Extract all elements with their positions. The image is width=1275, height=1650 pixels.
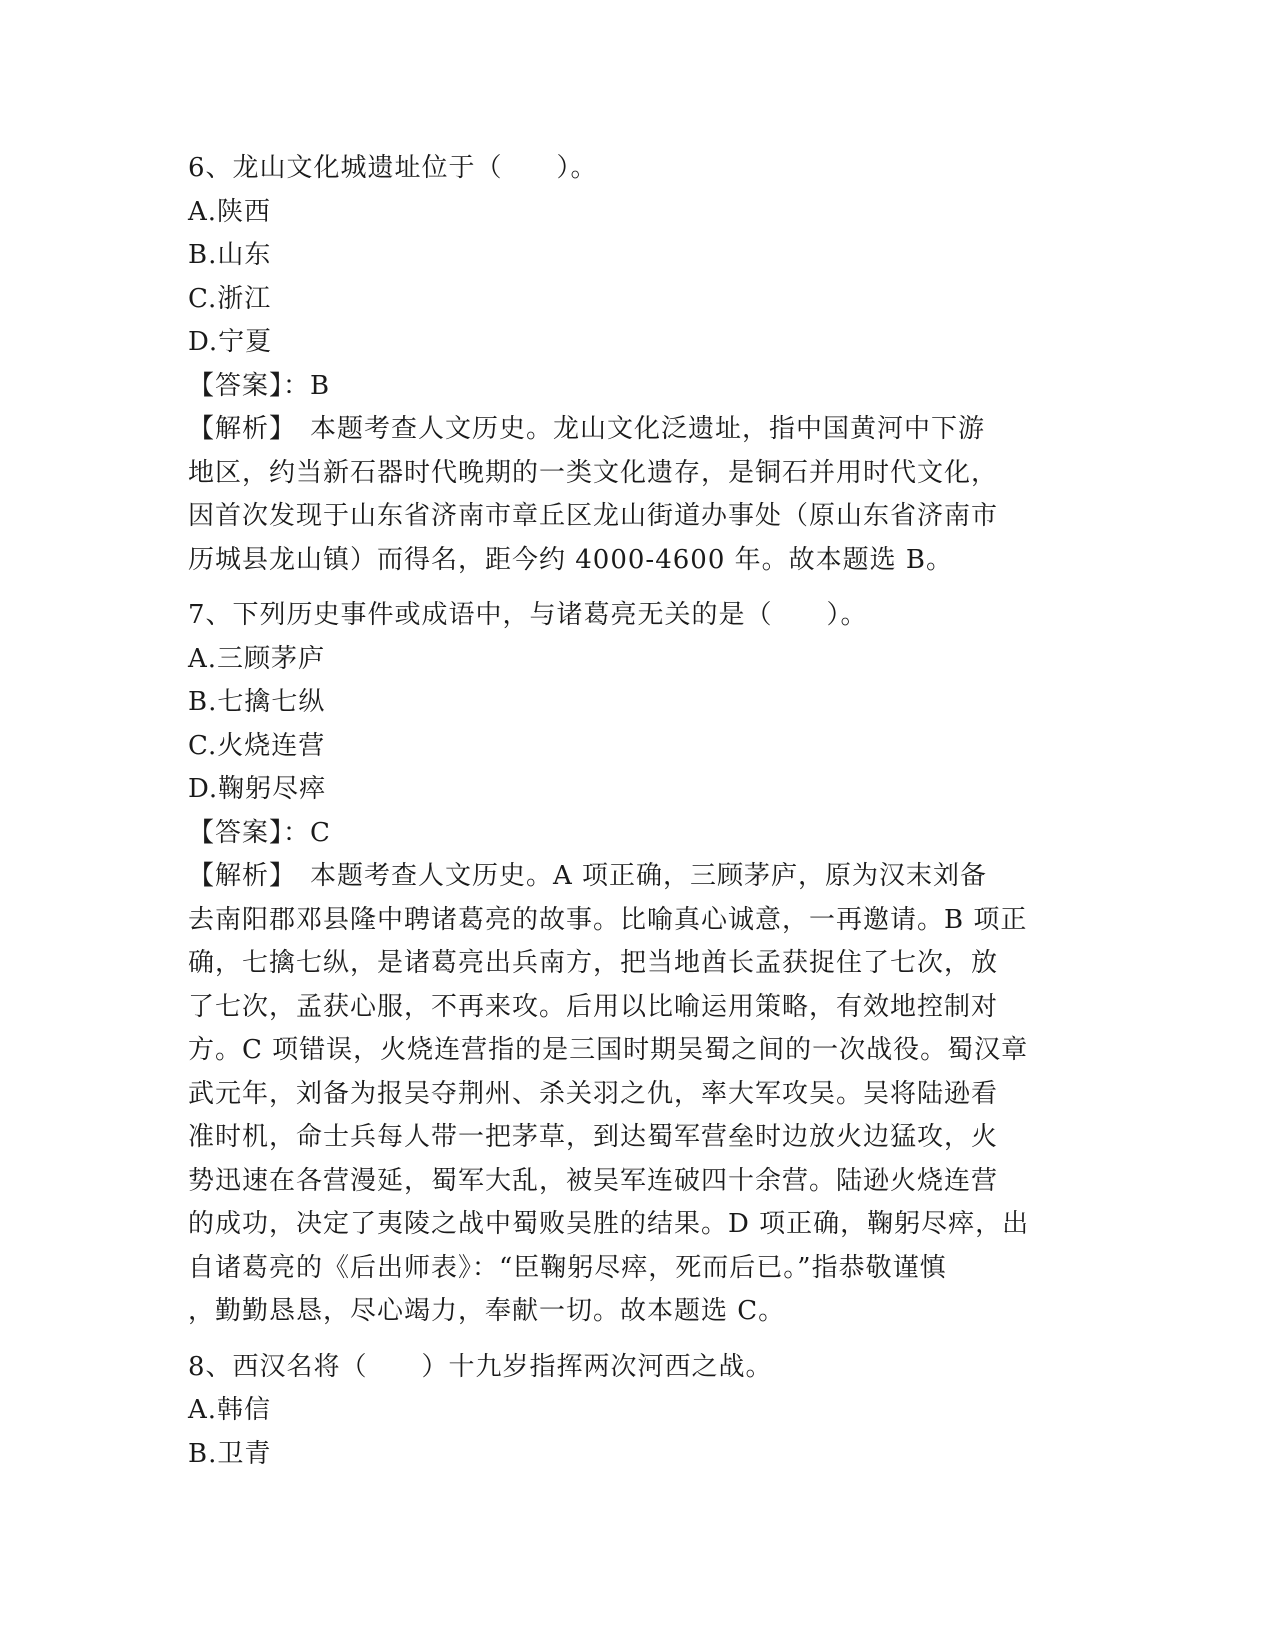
analysis-line: 自诸葛亮的《后出师表》：“臣鞠躬尽瘁，死而后已。”指恭敬谨慎 xyxy=(188,1252,947,1283)
question-list xyxy=(188,147,1088,1476)
question-stem: 6、龙山文化城遗址位于（ ）。 xyxy=(188,153,598,183)
analysis xyxy=(188,408,1088,582)
question-stem: 8、西汉名将（ ）十九岁指挥两次河西之战。 xyxy=(188,1351,773,1382)
option-d: D.鞠躬尽瘁 xyxy=(188,774,327,804)
option-b: B.七擒七纵 xyxy=(188,687,326,717)
option-a: A.三顾茅庐 xyxy=(188,643,326,674)
option-d: D.宁夏 xyxy=(188,327,273,357)
option-b: B.卫青 xyxy=(188,1438,272,1469)
option-a: A.陕西 xyxy=(188,196,272,227)
analysis-line: 武元年，刘备为报吴夺荆州、杀关羽之仇，率大军攻吴。吴将陆逊看 xyxy=(188,1078,999,1109)
analysis-line: 方。C 项错误，火烧连营指的是三国时期吴蜀之间的一次战役。蜀汉章 xyxy=(188,1035,1029,1065)
question-6 xyxy=(188,147,1088,582)
analysis-line: 因首次发现于山东省济南市章丘区龙山街道办事处（原山东省济南市 xyxy=(188,501,999,531)
analysis-line: 的成功，决定了夷陵之战中蜀败吴胜的结果。D 项正确，鞠躬尽瘁，出 xyxy=(188,1209,1030,1239)
question-7 xyxy=(188,594,1088,1334)
question-gap xyxy=(188,1334,1088,1346)
answer: 【答案】：B xyxy=(188,370,331,401)
option-b: B.山东 xyxy=(188,240,272,270)
analysis-line: 准时机，命士兵每人带一把茅草，到达蜀军营垒时边放火边猛攻，火 xyxy=(188,1122,999,1152)
analysis-line: 势迅速在各营漫延，蜀军大乱，被吴军连破四十余营。陆逊火烧连营 xyxy=(188,1165,999,1196)
analysis-line: 地区，约当新石器时代晚期的一类文化遗存，是铜石并用时代文化， xyxy=(188,457,999,488)
analysis-line: 去南阳郡邓县隆中聘诸葛亮的故事。比喻真心诚意，一再邀请。B 项正 xyxy=(188,904,1028,935)
option-c: C.火烧连营 xyxy=(188,730,326,761)
analysis-line: 历城县龙山镇）而得名，距今约 4000-4600 年。故本题选 B。 xyxy=(188,544,954,575)
analysis-line: 【解析】 本题考查人文历史。龙山文化泛遗址，指中国黄河中下游 xyxy=(188,414,986,444)
analysis xyxy=(188,855,1088,1334)
option-c: C.浙江 xyxy=(188,283,272,314)
analysis-line: 确，七擒七纵，是诸葛亮出兵南方，把当地酋长孟获捉住了七次，放 xyxy=(188,948,999,978)
option-a: A.韩信 xyxy=(188,1395,272,1425)
analysis-line: 了七次，孟获心服，不再来攻。后用以比喻运用策略，有效地控制对 xyxy=(188,991,999,1022)
question-stem: 7、下列历史事件或成语中，与诸葛亮无关的是（ ）。 xyxy=(188,600,868,630)
question-8 xyxy=(188,1346,1088,1477)
answer: 【答案】：C xyxy=(188,817,331,848)
question-gap xyxy=(188,582,1088,594)
analysis-line: ，勤勤恳恳，尽心竭力，奉献一切。故本题选 C。 xyxy=(188,1296,786,1326)
analysis-line: 【解析】 本题考查人文历史。A 项正确，三顾茅庐，原为汉末刘备 xyxy=(188,861,988,891)
